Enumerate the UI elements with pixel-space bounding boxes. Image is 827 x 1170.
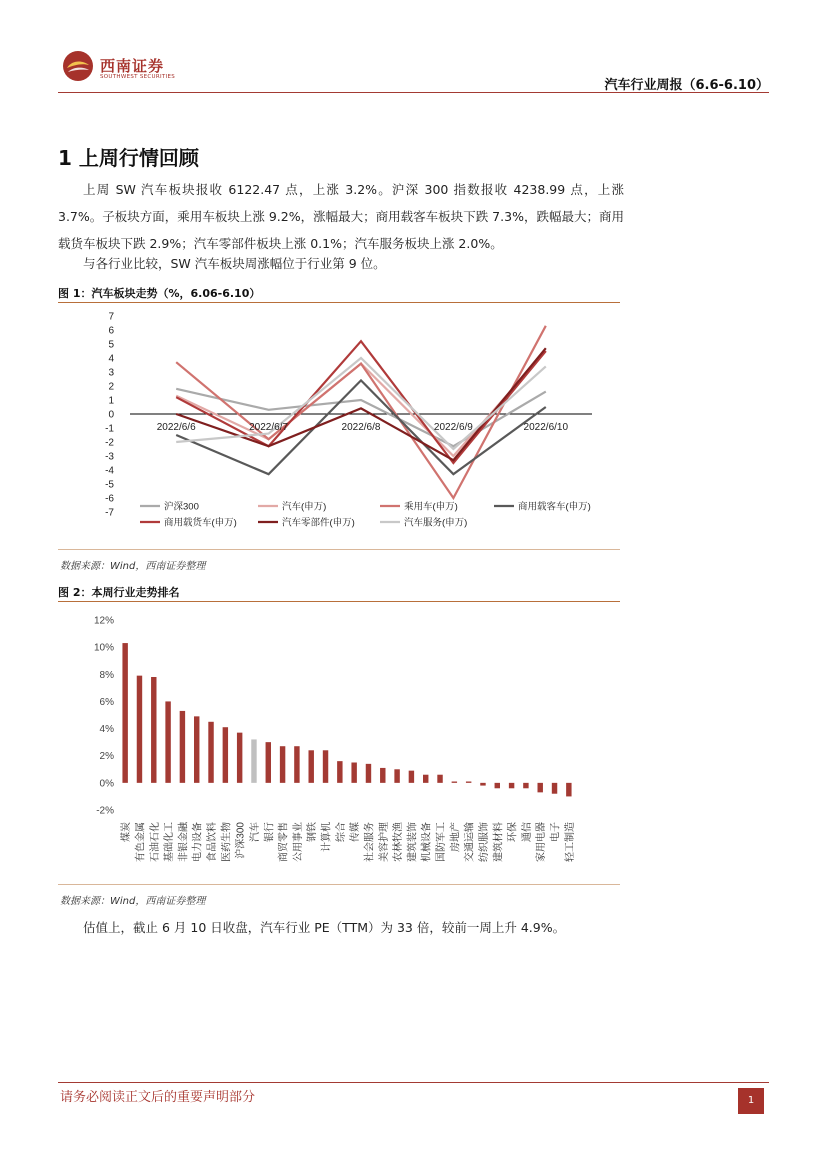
x-tick-label: 通信	[521, 822, 533, 842]
y-tick-label: -6	[105, 493, 114, 505]
x-tick-label: 电子	[550, 822, 562, 842]
x-tick-label: 商贸零售	[278, 822, 290, 862]
bar	[308, 750, 313, 783]
x-tick-label: 2022/6/8	[341, 422, 381, 433]
figure2-bottom-rule	[58, 884, 620, 885]
x-tick-label: 沪深300	[235, 822, 247, 859]
bar	[566, 783, 571, 797]
x-tick-label: 2022/6/7	[249, 422, 289, 433]
x-tick-label: 煤炭	[121, 822, 133, 842]
x-tick-label: 2022/6/9	[433, 422, 473, 433]
logo-text: 西南证券	[100, 57, 165, 75]
series-line	[176, 326, 546, 498]
bar	[237, 733, 242, 783]
bar	[294, 746, 299, 783]
figure2-title: 图 2：本周行业走势排名	[58, 586, 180, 599]
x-tick-label: 钢铁	[307, 822, 319, 842]
bar	[509, 783, 514, 788]
x-tick-label: 环保	[507, 822, 519, 842]
legend-label: 汽车服务(申万)	[404, 517, 468, 529]
y-tick-label: -5	[105, 479, 114, 491]
summary-paragraph: 上周 SW 汽车板块报收 6122.47 点，上涨 3.2%。沪深 300 指数报收 4238.99 点，上涨 3.7%。子板块方面，乘用车板块上涨 9.2%，涨幅最大；商用载客车板块下跌 7.3%，跌幅最大；商用载货车板块下跌 2.9%；汽车零部件板块上涨 0.1%；汽车服务板块上涨 2.0%。	[58, 182, 624, 251]
y-tick-label: 2%	[99, 751, 114, 763]
y-tick-label: -1	[105, 423, 114, 435]
bar	[423, 775, 428, 783]
y-tick-label: 12%	[93, 615, 114, 627]
bar	[537, 783, 542, 793]
legend-label: 汽车(申万)	[282, 501, 327, 513]
bar	[380, 768, 385, 783]
bar	[280, 746, 285, 783]
bar	[452, 782, 457, 783]
valuation-paragraph: 估值上，截止 6 月 10 日收盘，汽车行业 PE（TTM）为 33 倍，较前一周上升 4.9%。	[83, 920, 566, 935]
ranking-paragraph: 与各行业比较，SW 汽车板块周涨幅位于行业第 9 位。	[83, 256, 386, 271]
page-number: 1	[738, 1088, 764, 1114]
figure1-title: 图 1：汽车板块走势（%，6.06-6.10）	[58, 287, 261, 300]
figure1-source: 数据来源：Wind，西南证券整理	[60, 561, 206, 572]
x-tick-label: 医药生物	[221, 822, 233, 862]
bar	[208, 722, 213, 783]
bar	[180, 711, 185, 783]
x-tick-label: 电力设备	[192, 822, 204, 862]
bar	[552, 783, 557, 794]
x-tick-label: 石油石化	[149, 822, 161, 862]
x-tick-label: 交通运输	[464, 822, 476, 862]
x-tick-label: 2022/6/6	[156, 422, 196, 433]
bar	[409, 771, 414, 783]
figure2-source: 数据来源：Wind，西南证券整理	[60, 896, 206, 907]
y-tick-label: 8%	[99, 669, 114, 681]
y-tick-label: 4%	[99, 724, 114, 736]
x-tick-label: 综合	[335, 822, 347, 842]
x-tick-label: 有色金属	[135, 822, 147, 862]
y-tick-label: 7	[108, 311, 114, 323]
y-tick-label: 2	[108, 381, 114, 393]
x-tick-label: 传媒	[350, 822, 362, 842]
x-tick-label: 2022/6/10	[523, 422, 569, 433]
line-chart	[58, 305, 620, 545]
x-tick-label: 轻工制造	[564, 822, 576, 862]
x-tick-label: 农林牧渔	[393, 822, 405, 862]
footer-divider	[58, 1082, 769, 1083]
x-tick-label: 建筑材料	[493, 822, 505, 862]
x-tick-label: 房地产	[450, 822, 462, 852]
series-line	[176, 351, 546, 456]
bar-chart	[58, 604, 620, 882]
bar	[194, 716, 199, 783]
figure1-top-rule	[58, 302, 620, 303]
x-tick-label: 纺织服饰	[478, 822, 490, 862]
figure1-bottom-rule	[58, 549, 620, 550]
x-tick-label: 社会服务	[364, 822, 376, 862]
bar	[337, 761, 342, 783]
legend-label: 商用载客车(申万)	[518, 501, 591, 513]
bar	[495, 783, 500, 788]
x-tick-label: 食品饮料	[207, 822, 219, 862]
y-tick-label: -3	[105, 451, 114, 463]
report-title: 汽车行业周报（6.6-6.10）	[604, 78, 769, 93]
section-heading: 1 上周行情回顾	[58, 146, 199, 170]
y-tick-label: 0%	[99, 778, 114, 790]
bar	[351, 763, 356, 783]
legend-label: 沪深300	[164, 501, 199, 513]
bar	[523, 783, 528, 788]
footer-disclaimer: 请务必阅读正文后的重要声明部分	[60, 1090, 256, 1105]
bar	[466, 782, 471, 783]
x-tick-label: 公用事业	[292, 822, 304, 862]
y-tick-label: -4	[105, 465, 114, 477]
y-tick-label: 5	[108, 339, 114, 351]
y-tick-label: 10%	[93, 642, 114, 654]
bar	[122, 643, 127, 783]
header-divider	[58, 92, 769, 93]
x-tick-label: 银行	[264, 822, 276, 842]
y-tick-label: 1	[108, 395, 114, 407]
bar	[223, 727, 228, 783]
bar	[394, 769, 399, 783]
bar	[366, 764, 371, 783]
bar	[151, 677, 156, 783]
y-tick-label: 4	[108, 353, 114, 365]
bar	[251, 739, 256, 782]
bar	[165, 701, 170, 782]
legend-label: 乘用车(申万)	[404, 501, 458, 513]
y-tick-label: -2	[105, 437, 114, 449]
x-tick-label: 机械设备	[421, 822, 433, 862]
y-tick-label: 6	[108, 325, 114, 337]
legend-label: 汽车零部件(申万)	[282, 517, 355, 529]
y-tick-label: -2%	[96, 805, 114, 817]
bar	[266, 742, 271, 783]
figure2-top-rule	[58, 601, 620, 602]
x-tick-label: 汽车	[249, 822, 261, 842]
x-tick-label: 美容护理	[378, 822, 390, 862]
brand-logo	[62, 50, 182, 86]
bar	[480, 783, 485, 786]
y-tick-label: 6%	[99, 696, 114, 708]
legend-label: 商用载货车(申万)	[164, 517, 237, 529]
bar	[137, 676, 142, 783]
logo-subtext: SOUTHWEST SECURITIES	[100, 74, 176, 80]
x-tick-label: 家用电器	[536, 822, 548, 862]
bar	[323, 750, 328, 783]
x-tick-label: 建筑装饰	[407, 822, 419, 862]
y-tick-label: 0	[108, 409, 114, 421]
series-line	[176, 358, 546, 449]
x-tick-label: 非银金融	[178, 822, 190, 862]
bar	[437, 775, 442, 783]
y-tick-label: -7	[105, 507, 114, 519]
logo-emblem-icon	[62, 50, 94, 82]
x-tick-label: 国防军工	[436, 822, 448, 862]
x-tick-label: 基础化工	[164, 822, 176, 862]
x-tick-label: 计算机	[321, 822, 333, 852]
y-tick-label: 3	[108, 367, 114, 379]
